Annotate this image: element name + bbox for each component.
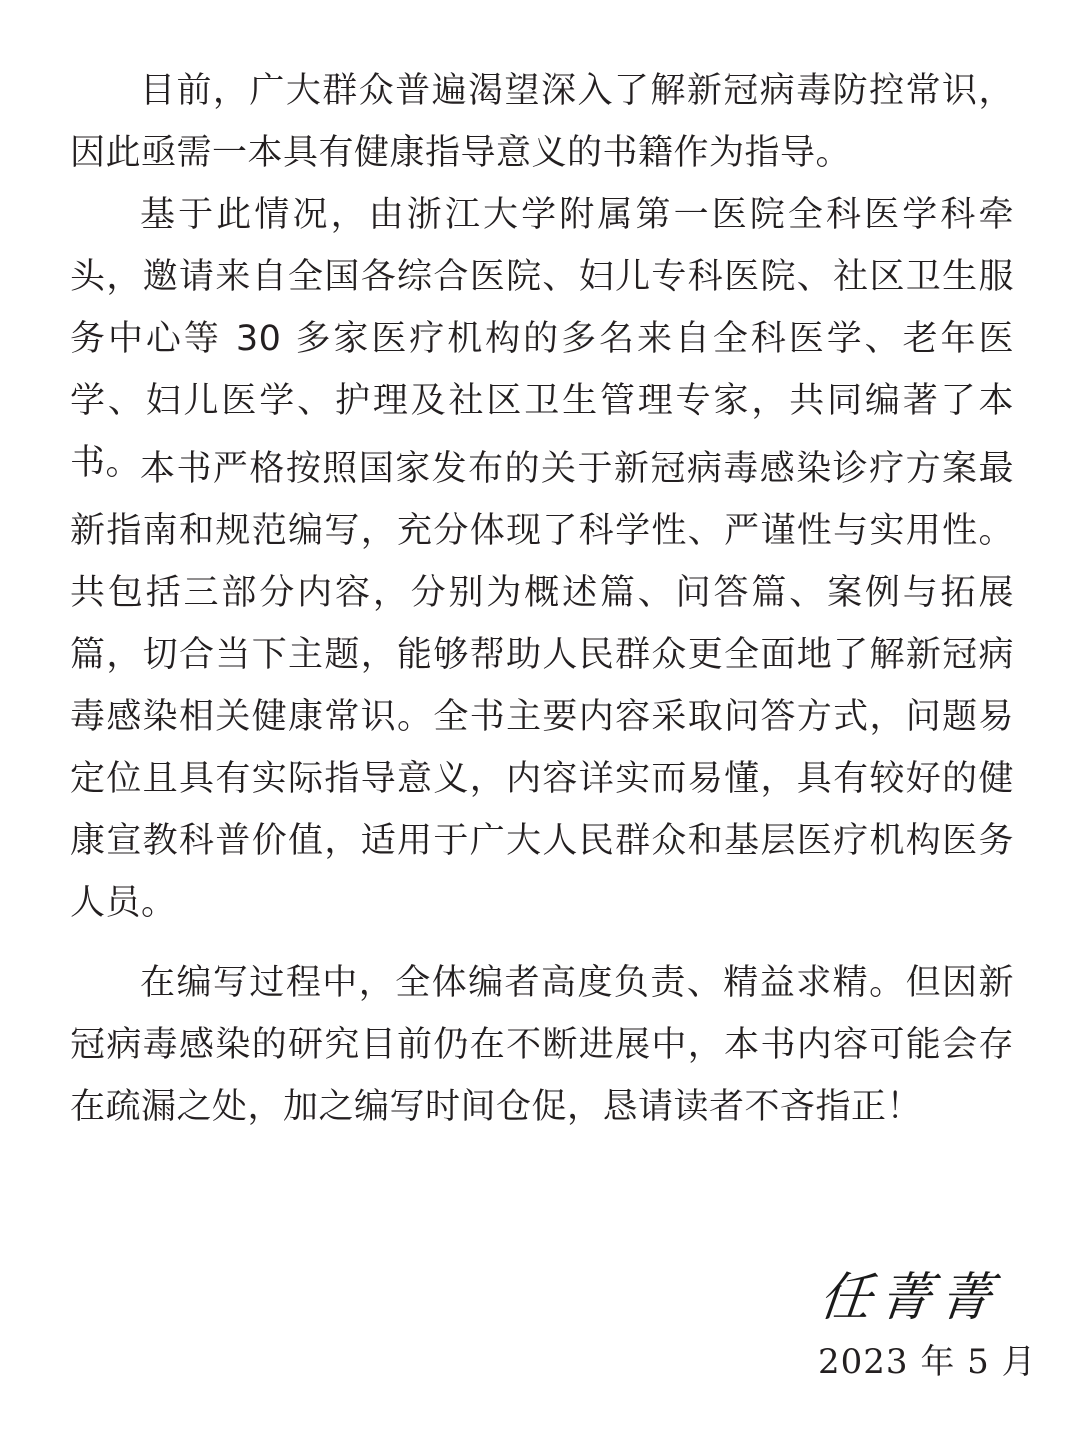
paragraph-1: 目前，广大群众普遍渴望深入了解新冠病毒防控常识，因此亟需一本具有健康指导意义的书籍作为指导。	[70, 71, 1014, 173]
paragraph-3: 本书严格按照国家发布的关于新冠病毒感染诊疗方案最新指南和规范编写，充分体现了科学性、严谨性与实用性。共包括三部分内容，分别为概述篇、问答篇、案例与拓展篇，切合当下主题，能够帮助人民群众更全面地了解新冠病毒感染相关健康常识。全书主要内容采取问答方式，问题易定位且具有实际指导意义，内容详实而易懂，具有较好的健康宣教科普价值，适用于广大人民群众和基层医疗机构医务人员。	[70, 449, 1014, 923]
paragraph-2: 基于此情况，由浙江大学附属第一医院全科医学科牵头，邀请来自全国各综合医院、妇儿专科医院、社区卫生服务中心等 30 多家医疗机构的多名来自全科医学、老年医学、妇儿医学、护理及社区卫生管理专家，共同编著了本书。	[70, 195, 1014, 483]
author-signature: 任菁菁	[816, 1268, 1003, 1328]
paragraph-4: 在编写过程中，全体编者高度负责、精益求精。但因新冠病毒感染的研究目前仍在不断进展中，本书内容可能会存在疏漏之处，加之编写时间仓促，恳请读者不吝指正！	[70, 963, 1014, 1127]
signature-date: 2023 年 5 月	[818, 1342, 1037, 1382]
